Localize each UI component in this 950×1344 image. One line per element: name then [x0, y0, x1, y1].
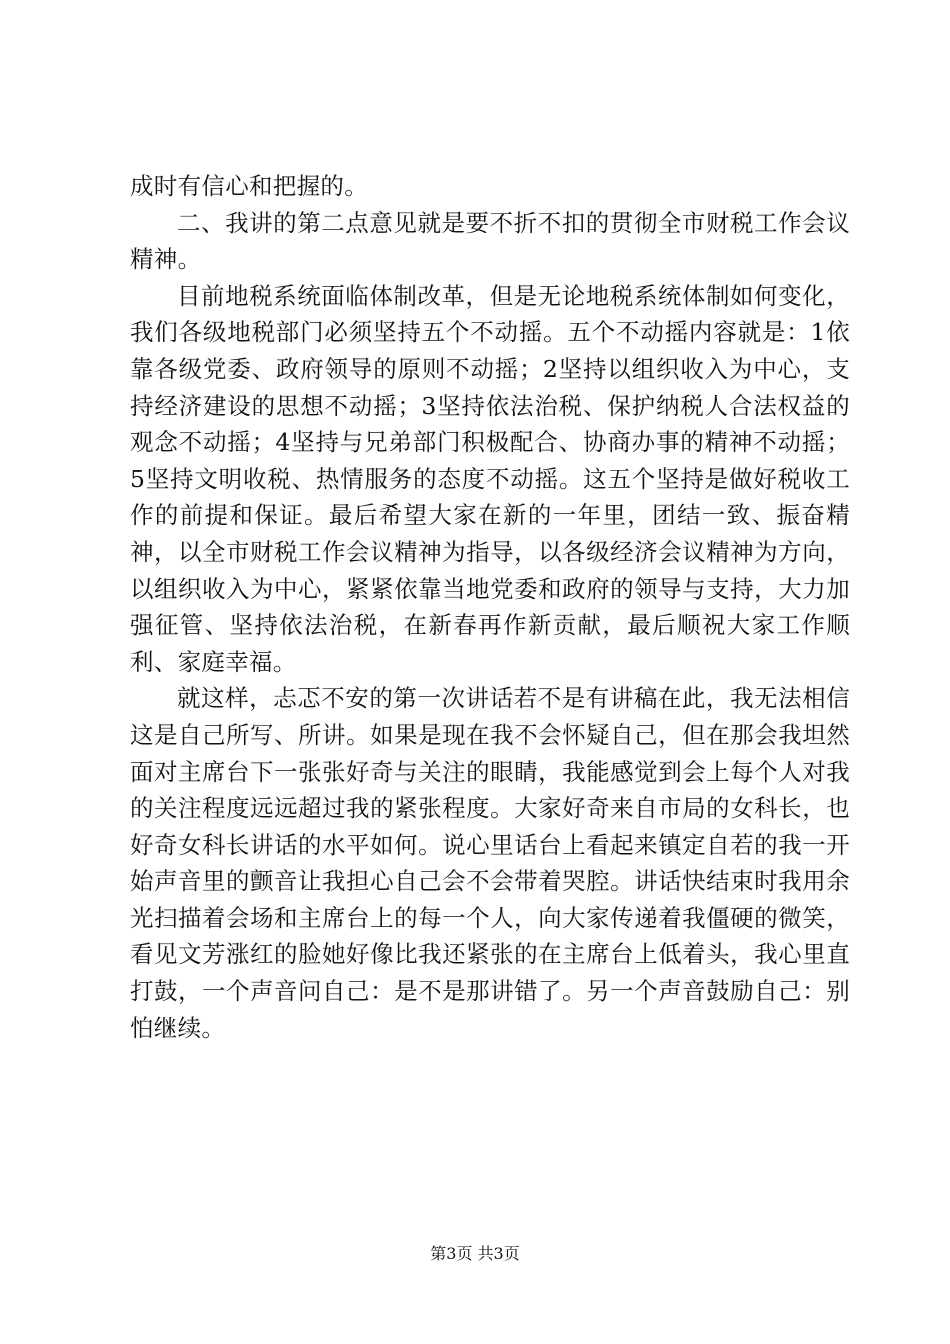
document-body	[130, 168, 850, 1046]
paragraph-continuation: 成时有信心和把握的。	[130, 172, 368, 200]
paragraph-five-principles: 目前地税系统面临体制改革，但是无论地税系统体制如何变化，我们各级地税部门必须坚持五个不动摇。五个不动摇内容就是：1依靠各级党委、政府领导的原则不动摇；2坚持以组织收入为中心，支持经济建设的思想不动摇；3坚持依法治税、保护纳税人合法权益的观念不动摇；4坚持与兄弟部门积极配合、协商办事的精神不动摇；5坚持文明收税、热情服务的态度不动摇。这五个坚持是做好税收工作的前提和保证。最后希望大家在新的一年里，团结一致、振奋精神，以全市财税工作会议精神为指导，以各级经济会议精神为方向，以组织收入为中心，紧紧依靠当地党委和政府的领导与支持，大力加强征管、坚持依法治税，在新春再作新贡献，最后顺祝大家工作顺利、家庭幸福。	[130, 281, 850, 676]
page-footer: 第3页 共3页	[430, 1244, 520, 1263]
paragraph-reflection: 就这样，忐忑不安的第一次讲话若不是有讲稿在此，我无法相信这是自己所写、所讲。如果是现在我不会怀疑自己，但在那会我坦然面对主席台下一张张好奇与关注的眼睛，我能感觉到会上每个人对我的关注程度远远超过我的紧张程度。大家好奇来自市局的女科长，也好奇女科长讲话的水平如何。说心里话台上看起来镇定自若的我一开始声音里的颤音让我担心自己会不会带着哭腔。讲话快结束时我用余光扫描着会场和主席台上的每一个人，向大家传递着我僵硬的微笑，看见文芳涨红的脸她好像比我还紧张的在主席台上低着头，我心里直打鼓，一个声音问自己：是不是那讲错了。另一个声音鼓励自己：别怕继续。	[130, 684, 850, 1042]
paragraph-second-point: 二、我讲的第二点意见就是要不折不扣的贯彻全市财税工作会议精神。	[130, 208, 850, 274]
